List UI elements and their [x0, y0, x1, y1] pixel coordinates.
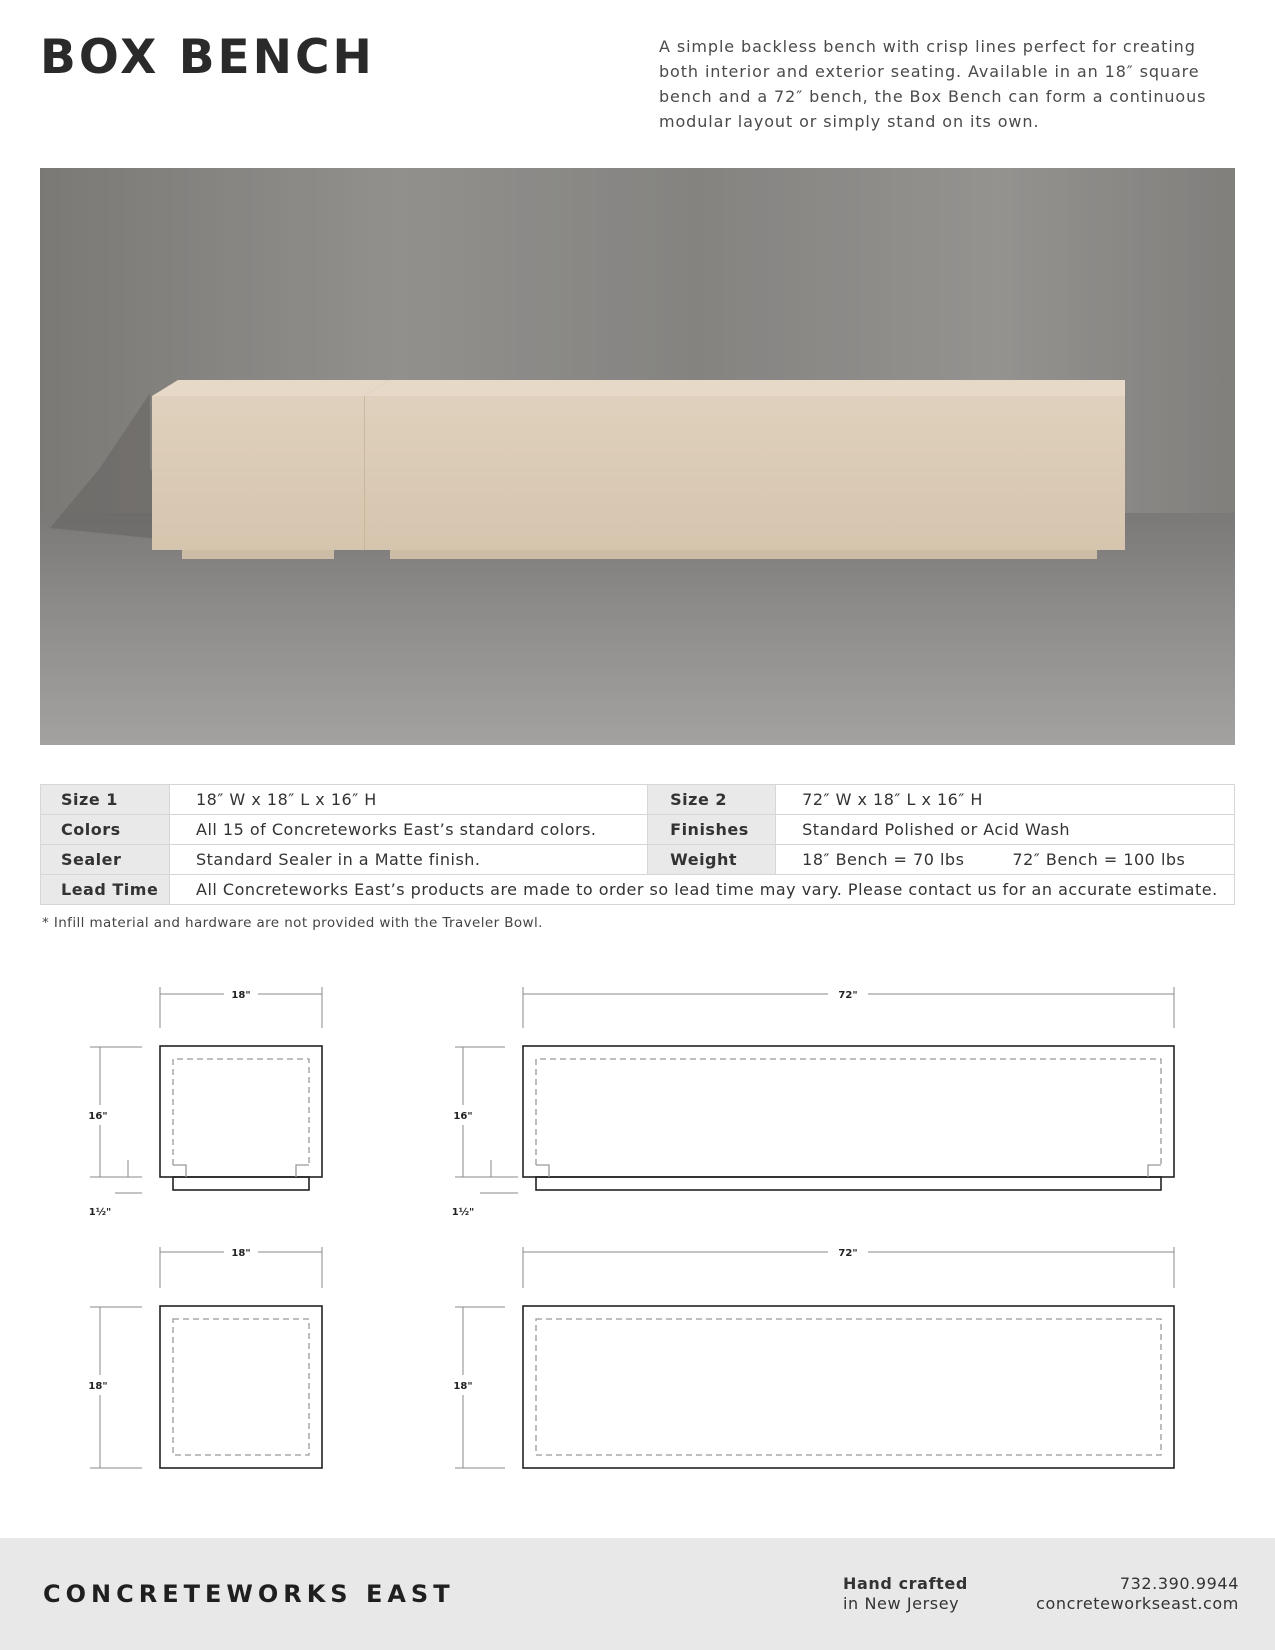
- dim-plan-small-width: 18": [231, 1248, 251, 1259]
- weight-value: [776, 845, 1235, 875]
- dim-base-large: 1½": [451, 1207, 475, 1218]
- table-row: [41, 845, 1235, 875]
- table-row: [41, 785, 1235, 815]
- website-link[interactable]: concreteworkseast.com: [1036, 1594, 1239, 1613]
- table-row: [41, 815, 1235, 845]
- size1-value: 18″ W x 18″ L x 16″ H: [170, 785, 648, 815]
- finishes-value: Standard Polished or Acid Wash: [776, 815, 1235, 845]
- phone-number: 732.390.9944: [1119, 1574, 1239, 1593]
- tagline-bold: Hand crafted: [843, 1574, 968, 1593]
- finishes-label: Finishes: [648, 815, 776, 845]
- dim-depth-large: 18": [453, 1381, 473, 1392]
- dim-base-small: 1½": [88, 1207, 112, 1218]
- weight-label: Weight: [648, 845, 776, 875]
- footer: [0, 1538, 1275, 1650]
- weight-small: 18″ Bench = 70 lbs: [802, 850, 965, 869]
- sealer-value: Standard Sealer in a Matte finish.: [170, 845, 648, 875]
- dim-small-width: 18": [231, 990, 251, 1001]
- colors-value: All 15 of Concreteworks East’s standard colors.: [170, 815, 648, 845]
- leadtime-value: All Concreteworks East’s products are made to order so lead time may vary. Please contact us for an accurate estimate.: [170, 875, 1235, 905]
- colors-label: Colors: [41, 815, 170, 845]
- size2-label: Size 2: [648, 785, 776, 815]
- dimension-drawings: [0, 960, 1275, 1480]
- dim-height-small: 16": [88, 1111, 108, 1122]
- dim-large-width: 72": [838, 990, 858, 1001]
- dim-plan-large-width: 72": [838, 1248, 858, 1259]
- weight-large: 72″ Bench = 100 lbs: [1012, 850, 1186, 869]
- size1-label: Size 1: [41, 785, 170, 815]
- specs-table: [40, 784, 1235, 905]
- footnote: * Infill material and hardware are not provided with the Traveler Bowl.: [42, 915, 543, 931]
- tagline-text: in New Jersey: [843, 1594, 960, 1613]
- dim-depth-small: 18": [88, 1381, 108, 1392]
- brand-logo: CONCRETEWORKS EAST: [43, 1580, 455, 1608]
- size2-value: 72″ W x 18″ L x 16″ H: [776, 785, 1235, 815]
- tagline: [843, 1574, 968, 1614]
- product-description: A simple backless bench with crisp lines perfect for creating both interior and exterior seating. Available in an 18″ square bench and a 72″ bench, the Box Bench can form a continuous modular layout or simply stand on its own.: [659, 37, 1207, 131]
- contact-info: [1036, 1574, 1239, 1614]
- sealer-label: Sealer: [41, 845, 170, 875]
- page-title: BOX BENCH: [40, 30, 375, 85]
- dim-height-large: 16": [453, 1111, 473, 1122]
- product-photo: [40, 168, 1235, 745]
- leadtime-label: Lead Time: [41, 875, 170, 905]
- table-row: [41, 875, 1235, 905]
